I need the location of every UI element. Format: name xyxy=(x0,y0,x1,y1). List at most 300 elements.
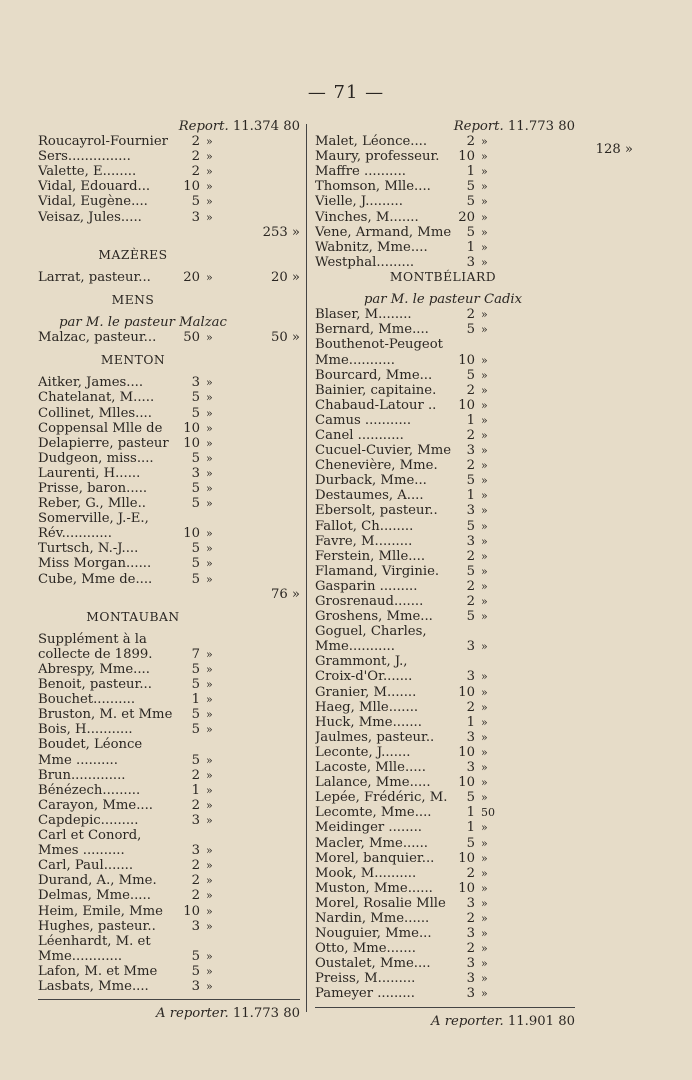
donor-name: Bouthenot-Peugeot xyxy=(315,337,443,353)
entry-row xyxy=(315,149,575,164)
entry-subtotal xyxy=(509,179,575,194)
amount-francs: 5 xyxy=(191,677,200,693)
amount-centimes: » xyxy=(481,428,488,442)
donor-name: Malzac, pasteur... xyxy=(38,330,157,346)
footer-rule xyxy=(315,1007,575,1008)
report-label: Report. xyxy=(178,119,229,134)
entry-row xyxy=(315,820,575,835)
entry-row xyxy=(315,398,575,413)
amount-francs: 5 xyxy=(466,609,475,625)
entry-subtotal xyxy=(509,639,575,654)
carry-forward xyxy=(315,1014,575,1029)
amount-centimes: » xyxy=(206,497,213,511)
amount-francs: 5 xyxy=(466,563,475,579)
entry-row xyxy=(38,210,300,225)
amount-francs: 2 xyxy=(191,858,200,874)
amount-francs: 2 xyxy=(191,873,200,889)
entry-row xyxy=(38,692,300,707)
amount-centimes: » xyxy=(206,557,213,571)
amount-francs xyxy=(453,337,475,352)
amount-centimes: » xyxy=(206,949,213,963)
entry-subtotal xyxy=(509,669,575,684)
donor-name: Chabaud-Latour .. xyxy=(315,397,437,413)
entry-subtotal xyxy=(509,594,575,609)
amount-francs xyxy=(178,632,200,647)
subtotal: 253 » xyxy=(262,224,300,240)
entry-subtotal xyxy=(234,692,300,707)
entry-row xyxy=(315,549,575,564)
amount-centimes: » xyxy=(206,723,213,737)
entry-row xyxy=(38,556,300,571)
entry-row xyxy=(315,911,575,926)
entry-subtotal xyxy=(509,443,575,458)
entry-row xyxy=(315,881,575,896)
amount-francs: 5 xyxy=(466,322,475,338)
entry-row xyxy=(38,813,300,828)
entry-subtotal xyxy=(509,549,575,564)
entries-list xyxy=(38,134,300,225)
amount-centimes: » xyxy=(481,165,488,179)
entry-subtotal xyxy=(509,337,575,352)
entry-subtotal xyxy=(234,888,300,903)
entry-subtotal xyxy=(509,730,575,745)
donor-name: Rév............ xyxy=(38,526,112,542)
entry-subtotal xyxy=(509,896,575,911)
donor-name: Lafon, M. et Mme xyxy=(38,963,158,979)
donor-name: Nouguier, Mme... xyxy=(315,926,432,942)
entry-subtotal xyxy=(234,707,300,722)
right-column xyxy=(315,119,633,1029)
entry-row xyxy=(315,307,575,322)
entry-subtotal xyxy=(234,572,300,587)
entry-row xyxy=(38,134,300,149)
donor-name: Laurenti, H...... xyxy=(38,465,141,481)
amount-centimes: » xyxy=(481,610,488,624)
entry-row xyxy=(315,624,575,639)
amount-centimes: » xyxy=(481,715,488,729)
entry-row xyxy=(315,745,575,760)
amount-centimes: » xyxy=(481,353,488,367)
section-heading: MONTAUBAN xyxy=(86,609,180,624)
amount-centimes: » xyxy=(206,753,213,767)
entry-subtotal xyxy=(509,307,575,322)
entry-row xyxy=(315,368,575,383)
amount-francs: 3 xyxy=(191,812,200,828)
entry-row xyxy=(315,805,575,820)
entry-row xyxy=(315,986,575,1001)
entry-row xyxy=(38,904,300,919)
amount-centimes: » xyxy=(206,165,213,179)
entry-row xyxy=(315,564,575,579)
entries-list xyxy=(38,270,300,285)
entry-subtotal xyxy=(234,375,300,390)
entry-subtotal xyxy=(509,654,575,669)
amount-centimes: » xyxy=(206,270,213,284)
entry-subtotal xyxy=(509,398,575,413)
donor-name: Pameyer ......... xyxy=(315,986,415,1002)
amount-francs: 10 xyxy=(458,684,475,700)
entry-row xyxy=(315,896,575,911)
entry-row xyxy=(315,458,575,473)
amount-centimes: » xyxy=(481,135,488,149)
amount-centimes: » xyxy=(206,391,213,405)
amount-francs: 5 xyxy=(191,556,200,572)
entry-subtotal xyxy=(234,662,300,677)
donor-name: Boudet, Léonce xyxy=(38,737,143,753)
amount-francs: 3 xyxy=(466,729,475,745)
amount-francs: 10 xyxy=(458,744,475,760)
amount-centimes: » xyxy=(481,685,488,699)
amount-centimes: » xyxy=(481,398,488,412)
donor-name: Canel ........... xyxy=(315,427,404,443)
entry-subtotal xyxy=(234,979,300,994)
entry-row xyxy=(38,737,300,752)
donor-name: Brun............. xyxy=(38,767,126,783)
amount-francs: 3 xyxy=(191,465,200,481)
entry-row xyxy=(38,677,300,692)
entry-subtotal xyxy=(509,564,575,579)
entry-subtotal xyxy=(234,873,300,888)
donor-name: Maury, professeur. xyxy=(315,149,440,165)
entry-subtotal xyxy=(509,685,575,700)
entry-row xyxy=(38,466,300,481)
amount-francs: 5 xyxy=(466,179,475,195)
donor-name: Mme........... xyxy=(315,639,395,655)
donor-name: Morel, Rosalie Mlle xyxy=(315,895,446,911)
donor-name: Bainier, capitaine. xyxy=(315,382,437,398)
entry-row xyxy=(315,255,575,270)
donor-name: Delmas, Mme..... xyxy=(38,888,151,904)
donor-name: Westphal......... xyxy=(315,254,415,270)
donor-name: collecte de 1899. xyxy=(38,646,153,662)
amount-centimes: » xyxy=(206,979,213,993)
report-value: 11.773 80 xyxy=(507,119,575,134)
entry-subtotal xyxy=(234,466,300,481)
column-divider xyxy=(306,124,307,1012)
amount-centimes xyxy=(200,632,234,647)
entry-subtotal xyxy=(509,745,575,760)
entry-row xyxy=(38,873,300,888)
donor-name: Carayon, Mme.... xyxy=(38,797,153,813)
amount-centimes: » xyxy=(206,421,213,435)
amount-francs: 5 xyxy=(191,948,200,964)
section-heading: MENS xyxy=(111,292,155,307)
amount-centimes xyxy=(475,654,509,669)
donor-name: Mook, M.......... xyxy=(315,865,417,881)
entry-row xyxy=(315,519,575,534)
entry-row xyxy=(38,964,300,979)
entry-subtotal xyxy=(234,828,300,843)
amount-centimes: » xyxy=(206,527,213,541)
carry-forward-value: 11.773 80 xyxy=(232,1006,300,1022)
entry-subtotal xyxy=(234,421,300,436)
entries-list xyxy=(315,134,575,270)
amount-francs: 3 xyxy=(466,895,475,911)
entry-row xyxy=(315,194,575,209)
amount-centimes: » xyxy=(206,964,213,978)
entry-subtotal xyxy=(509,255,575,270)
entry-subtotal xyxy=(234,194,300,209)
donor-name: Aitker, James.... xyxy=(38,375,144,391)
donor-name: Chenevière, Mme. xyxy=(315,458,438,474)
entry-subtotal xyxy=(234,647,300,662)
donor-name: Morel, banquier... xyxy=(315,850,435,866)
donor-name: Coppensal Mlle de xyxy=(38,420,163,436)
amount-francs: 10 xyxy=(458,149,475,165)
amount-francs: 1 xyxy=(466,714,475,730)
amount-francs: 2 xyxy=(191,164,200,180)
amount-centimes xyxy=(200,934,234,949)
entry-subtotal xyxy=(234,541,300,556)
amount-francs: 5 xyxy=(191,450,200,466)
carry-forward-label: A reporter. xyxy=(156,1006,229,1022)
donor-name: Lalance, Mme..... xyxy=(315,775,431,791)
entry-row xyxy=(315,337,575,352)
entry-row xyxy=(38,541,300,556)
amount-centimes: » xyxy=(206,135,213,149)
amount-centimes: » xyxy=(481,150,488,164)
entry-row xyxy=(38,149,300,164)
donor-name: Abrespy, Mme.... xyxy=(38,662,150,677)
amount-francs: 2 xyxy=(466,578,475,594)
donor-name: Muston, Mme...... xyxy=(315,880,433,896)
amount-centimes: » xyxy=(481,413,488,427)
entry-subtotal xyxy=(509,760,575,775)
donor-name: Goguel, Charles, xyxy=(315,624,427,640)
amount-centimes: » xyxy=(206,376,213,390)
amount-centimes: » xyxy=(206,813,213,827)
donor-name: Meidinger ........ xyxy=(315,820,422,836)
entry-subtotal xyxy=(509,700,575,715)
donor-name: Valette, E........ xyxy=(38,164,137,180)
entry-row xyxy=(315,353,575,368)
donor-name: Reber, G., Mlle.. xyxy=(38,496,146,512)
entry-subtotal xyxy=(234,179,300,194)
amount-centimes: » xyxy=(206,768,213,782)
donor-name: Vielle, J......... xyxy=(315,194,403,210)
amount-francs: 2 xyxy=(191,134,200,150)
amount-centimes: » xyxy=(206,874,213,888)
entry-row xyxy=(315,654,575,669)
entry-subtotal xyxy=(509,210,575,225)
amount-centimes: » xyxy=(481,180,488,194)
donor-name: Cube, Mme de.... xyxy=(38,571,153,587)
amount-centimes xyxy=(200,511,234,526)
amount-francs: 3 xyxy=(466,443,475,459)
donor-name: Turtsch, N.-J.... xyxy=(38,541,139,557)
entry-row xyxy=(315,790,575,805)
entry-subtotal xyxy=(509,851,575,866)
section-heading: MAZÈRES xyxy=(98,247,168,262)
entry-row xyxy=(38,270,300,285)
amount-francs: 2 xyxy=(466,382,475,398)
entry-row xyxy=(38,330,300,345)
entry-subtotal xyxy=(509,624,575,639)
entry-subtotal xyxy=(509,971,575,986)
amount-francs xyxy=(178,737,200,752)
entry-row xyxy=(38,436,300,451)
donor-name: Jaulmes, pasteur.. xyxy=(315,729,435,745)
donor-name: Durand, A., Mme. xyxy=(38,873,157,889)
amount-francs: 2 xyxy=(466,865,475,881)
donor-name: Supplément à la xyxy=(38,631,147,647)
carry-forward-label: A reporter. xyxy=(431,1013,504,1029)
amount-francs: 3 xyxy=(466,971,475,987)
entry-row xyxy=(315,488,575,503)
entry-row xyxy=(38,843,300,858)
entry-row xyxy=(38,194,300,209)
amount-francs: 5 xyxy=(191,752,200,768)
donor-name: Veisaz, Jules..... xyxy=(38,209,142,225)
amount-centimes: » xyxy=(481,534,488,548)
donor-name: Mme .......... xyxy=(38,752,118,768)
entry-subtotal xyxy=(234,436,300,451)
entries-list xyxy=(38,330,300,345)
entry-subtotal xyxy=(509,866,575,881)
amount-francs: 5 xyxy=(191,541,200,557)
entry-subtotal xyxy=(234,451,300,466)
amount-centimes: » xyxy=(206,798,213,812)
amount-centimes: » xyxy=(481,776,488,790)
entry-row xyxy=(38,934,300,949)
entry-row xyxy=(38,526,300,541)
entry-row xyxy=(315,775,575,790)
entry-row xyxy=(38,179,300,194)
donor-name: Heim, Emile, Mme xyxy=(38,903,163,919)
amount-francs: 20 xyxy=(458,209,475,225)
entry-row xyxy=(315,594,575,609)
amount-centimes: » xyxy=(206,210,213,224)
donor-name: Otto, Mme....... xyxy=(315,941,416,957)
entry-subtotal xyxy=(509,790,575,805)
donor-name: Bruston, M. et Mme xyxy=(38,707,173,723)
entry-row xyxy=(38,753,300,768)
entry-row xyxy=(315,956,575,971)
amount-francs: 10 xyxy=(458,775,475,791)
donor-name: Lepée, Frédéric, M. xyxy=(315,790,448,806)
entry-row xyxy=(315,322,575,337)
amount-francs: 3 xyxy=(191,843,200,859)
amount-francs: 5 xyxy=(466,224,475,240)
entry-subtotal: 50 » xyxy=(270,330,300,346)
donor-name: Chatelanat, M..... xyxy=(38,390,155,406)
entry-subtotal xyxy=(509,149,575,164)
amount-francs: 5 xyxy=(466,194,475,210)
entry-row xyxy=(38,481,300,496)
amount-francs: 5 xyxy=(191,194,200,210)
entry-subtotal xyxy=(509,413,575,428)
amount-centimes: » xyxy=(481,745,488,759)
amount-francs: 10 xyxy=(458,397,475,413)
amount-centimes: » xyxy=(481,308,488,322)
amount-francs: 5 xyxy=(466,790,475,806)
amount-francs: 2 xyxy=(466,910,475,926)
entry-subtotal xyxy=(509,519,575,534)
entry-subtotal xyxy=(509,368,575,383)
entry-row xyxy=(38,828,300,843)
amount-centimes: » xyxy=(481,761,488,775)
amount-francs: 5 xyxy=(191,405,200,421)
donor-name: Bourcard, Mme... xyxy=(315,367,433,383)
entry-subtotal xyxy=(234,164,300,179)
amount-francs: 10 xyxy=(183,903,200,919)
entry-subtotal xyxy=(234,919,300,934)
amount-francs: 2 xyxy=(466,427,475,443)
entry-subtotal xyxy=(509,240,575,255)
amount-centimes: » xyxy=(481,195,488,209)
amount-francs: 1 xyxy=(466,820,475,836)
amount-centimes: » xyxy=(206,859,213,873)
entry-subtotal xyxy=(234,511,300,526)
entry-row xyxy=(38,632,300,647)
entry-row xyxy=(38,707,300,722)
amount-francs: 2 xyxy=(191,149,200,165)
amount-centimes: » xyxy=(206,678,213,692)
entry-row xyxy=(315,639,575,654)
entry-row xyxy=(38,949,300,964)
amount-centimes: » xyxy=(206,783,213,797)
amount-francs: 1 xyxy=(466,805,475,821)
amount-centimes: » xyxy=(481,640,488,654)
amount-francs xyxy=(453,654,475,669)
donor-name: Groshens, Mme... xyxy=(315,609,433,625)
section-byline: par M. le pasteur Malzac xyxy=(59,315,227,331)
donor-name: Larrat, pasteur... xyxy=(38,269,151,285)
amount-francs: 5 xyxy=(191,662,200,677)
donor-name: Thomson, Mlle.... xyxy=(315,179,431,195)
amount-francs: 2 xyxy=(466,548,475,564)
donor-name: Destaumes, A.... xyxy=(315,488,424,504)
entry-row xyxy=(315,225,575,240)
amount-centimes: » xyxy=(481,255,488,269)
amount-francs: 5 xyxy=(191,963,200,979)
donor-name: Favre, M......... xyxy=(315,533,413,549)
entry-row xyxy=(315,503,575,518)
entry-subtotal xyxy=(509,926,575,941)
entry-row xyxy=(315,685,575,700)
donor-name: Delapierre, pasteur xyxy=(38,435,169,451)
entry-row xyxy=(38,496,300,511)
amount-francs: 2 xyxy=(466,458,475,474)
amount-francs: 2 xyxy=(466,307,475,323)
donor-name: Camus ........... xyxy=(315,412,412,428)
donor-name: Granier, M....... xyxy=(315,684,417,700)
amount-francs: 5 xyxy=(191,722,200,738)
entry-subtotal xyxy=(234,904,300,919)
donor-name: Ebersolt, pasteur.. xyxy=(315,503,438,519)
entry-row xyxy=(38,858,300,873)
amount-centimes: » xyxy=(206,406,213,420)
amount-francs: 3 xyxy=(191,978,200,994)
entry-subtotal xyxy=(234,556,300,571)
amount-centimes: » xyxy=(206,451,213,465)
amount-centimes: » xyxy=(481,579,488,593)
entry-row xyxy=(315,164,575,179)
entry-row xyxy=(38,421,300,436)
entry-row xyxy=(38,451,300,466)
entry-row xyxy=(315,473,575,488)
amount-francs: 5 xyxy=(466,367,475,383)
section-byline: par M. le pasteur Cadix xyxy=(363,292,523,308)
amount-centimes: » xyxy=(481,957,488,971)
donor-name: Lecomte, Mme.... xyxy=(315,805,432,821)
amount-centimes xyxy=(200,828,234,843)
entry-subtotal xyxy=(234,722,300,737)
section-heading: MENTON xyxy=(100,353,166,368)
amount-centimes: » xyxy=(481,210,488,224)
amount-centimes: » xyxy=(206,436,213,450)
footer-rule xyxy=(38,999,300,1000)
